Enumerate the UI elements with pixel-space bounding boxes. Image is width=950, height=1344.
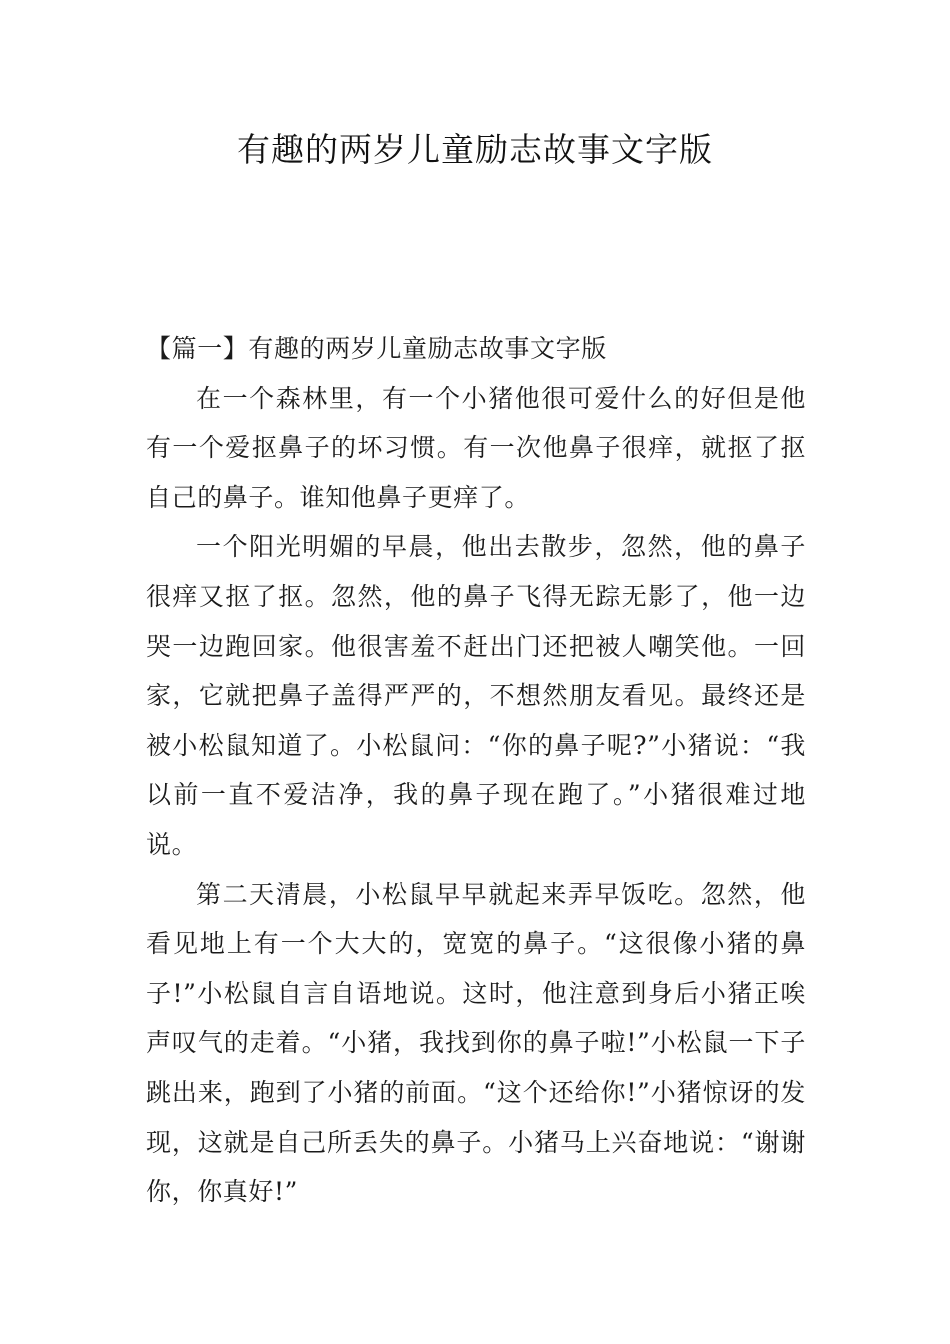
document-body — [146, 324, 806, 1217]
paragraph-1: 在一个森林里，有一个小猪他很可爱什么的好但是他有一个爱抠鼻子的坏习惯。有一次他鼻子很痒，就抠了抠自己的鼻子。谁知他鼻子更痒了。 — [146, 383, 806, 512]
section-heading: 【篇一】有趣的两岁儿童励志故事文字版 — [146, 334, 607, 363]
paragraph-3: 第二天清晨，小松鼠早早就起来弄早饭吃。忽然，他看见地上有一个大大的，宽宽的鼻子。“这很像小猪的鼻子!”小松鼠自言自语地说。这时，他注意到身后小猪正唉声叹气的走着。“小猪，我找到你的鼻子啦!”小松鼠一下子跳出来，跑到了小猪的前面。“这个还给你!”小猪惊讶的发现，这就是自己所丢失的鼻子。小猪马上兴奋地说：“谢谢你，你真好!” — [146, 879, 806, 1207]
document-title: 有趣的两岁儿童励志故事文字版 — [237, 130, 713, 169]
paragraph-2: 一个阳光明媚的早晨，他出去散步，忽然，他的鼻子很痒又抠了抠。忽然，他的鼻子飞得无踪无影了，他一边哭一边跑回家。他很害羞不赶出门还把被人嘲笑他。一回家，它就把鼻子盖得严严的，不想然朋友看见。最终还是被小松鼠知道了。小松鼠问：“你的鼻子呢?”小猪说：“我以前一直不爱洁净，我的鼻子现在跑了。”小猪很难过地说。 — [146, 532, 806, 859]
